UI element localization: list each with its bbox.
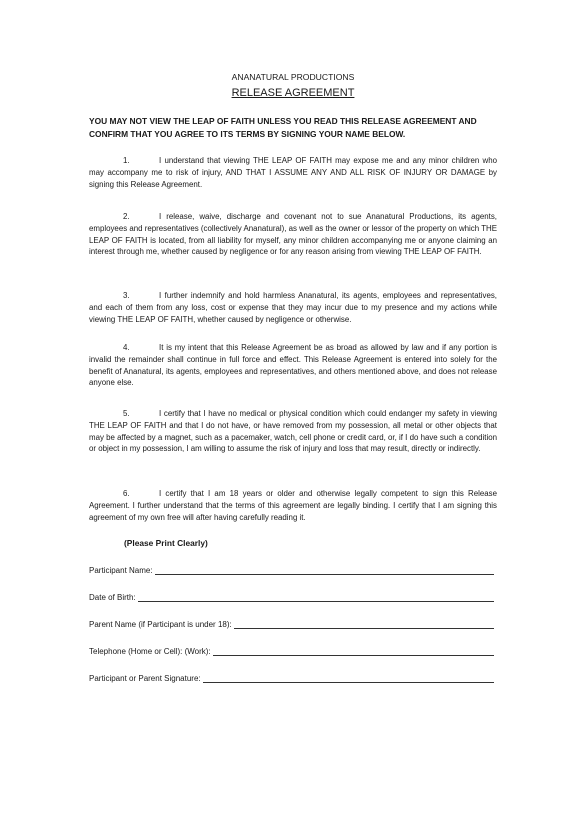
date-of-birth-field[interactable] xyxy=(89,592,494,602)
warning-statement: YOU MAY NOT VIEW THE LEAP OF FAITH UNLESS YOU READ THIS RELEASE AGREEMENT AND CONFIRM THAT YOU AGREE TO ITS TERMS BY SIGNING YOUR NAME BELOW. xyxy=(89,116,477,139)
clause-text: I release, waive, discharge and covenant not to sue Ananatural Productions, its agents, employees and representatives (collectively Ananatural), as well as the owner or lessor of the property on which THE LEAP OF FAITH is located, from all liability for myself, any minor children accompanying me or anyone claiming an interest through me, whether caused by negligence or for any reason arising from viewing THE LEAP OF FAITH. xyxy=(89,212,497,257)
clause-4 xyxy=(89,342,497,389)
telephone-line[interactable] xyxy=(213,646,494,656)
clause-text: I further indemnify and hold harmless Ananatural, its agents, employees and representatives, and each of them from any loss, cost or expense that they may incur due to my presence and my actions while viewing THE LEAP OF FAITH, whether caused by negligence or otherwise. xyxy=(89,291,497,324)
document-title xyxy=(0,87,586,99)
company-name: ANANATURAL PRODUCTIONS xyxy=(231,72,355,82)
clause-number: 2. xyxy=(123,212,130,221)
telephone-field[interactable] xyxy=(89,646,494,656)
document-title-text: RELEASE AGREEMENT xyxy=(231,87,355,99)
participant-name-field[interactable] xyxy=(89,565,494,575)
clause-text: I understand that viewing THE LEAP OF FAITH may expose me and any minor children who may accompany me to risk of injury, AND THAT I ASSUME ANY AND ALL RISK OF INJURY OR DAMAGE by signing this Release Agreement. xyxy=(89,156,497,189)
clause-number: 6. xyxy=(123,489,130,498)
parent-name-field[interactable] xyxy=(89,619,494,629)
telephone-label: Telephone (Home or Cell): (Work): xyxy=(89,647,211,656)
clause-number: 5. xyxy=(123,409,130,418)
clause-text: I certify that I have no medical or physical condition which could endanger my safety in viewing THE LEAP OF FAITH and that I do not have, or have removed from my possession, all metal or other objects that may be affected by a magnet, such as a pacemaker, watch, cell phone or credit card, or, if I do have such a condition or object in my possession, I am willing to assume the risk of injury and loss that may result, directly or indirectly. xyxy=(89,409,497,454)
parent-name-label: Parent Name (if Participant is under 18): xyxy=(89,620,232,629)
clause-5 xyxy=(89,408,497,455)
clause-number: 3. xyxy=(123,291,130,300)
clause-1 xyxy=(89,155,497,190)
participant-name-line[interactable] xyxy=(155,565,494,575)
signature-label: Participant or Parent Signature: xyxy=(89,674,201,683)
clause-text: It is my intent that this Release Agreement be as broad as allowed by law and if any portion is invalid the remainder shall continue in full force and effect. This Release Agreement is entered into solely for the benefit of Ananatural, its agents, employees and representatives, and others mentioned above, and does not release anyone else. xyxy=(89,343,497,388)
clause-2 xyxy=(89,211,497,258)
clause-3 xyxy=(89,290,497,325)
signature-line[interactable] xyxy=(203,673,494,683)
participant-name-label: Participant Name: xyxy=(89,566,153,575)
date-of-birth-label: Date of Birth: xyxy=(89,593,136,602)
parent-name-line[interactable] xyxy=(234,619,494,629)
print-clearly-note: (Please Print Clearly) xyxy=(124,538,208,548)
date-of-birth-line[interactable] xyxy=(138,592,494,602)
clause-number: 4. xyxy=(123,343,130,352)
clause-6 xyxy=(89,488,497,523)
clause-number: 1. xyxy=(123,156,130,165)
signature-field[interactable] xyxy=(89,673,494,683)
clause-text: I certify that I am 18 years or older and otherwise legally competent to sign this Release Agreement. I further understand that the terms of this agreement are legally binding. I certify that I am signing this agreement of my own free will after having carefully reading it. xyxy=(89,489,497,522)
